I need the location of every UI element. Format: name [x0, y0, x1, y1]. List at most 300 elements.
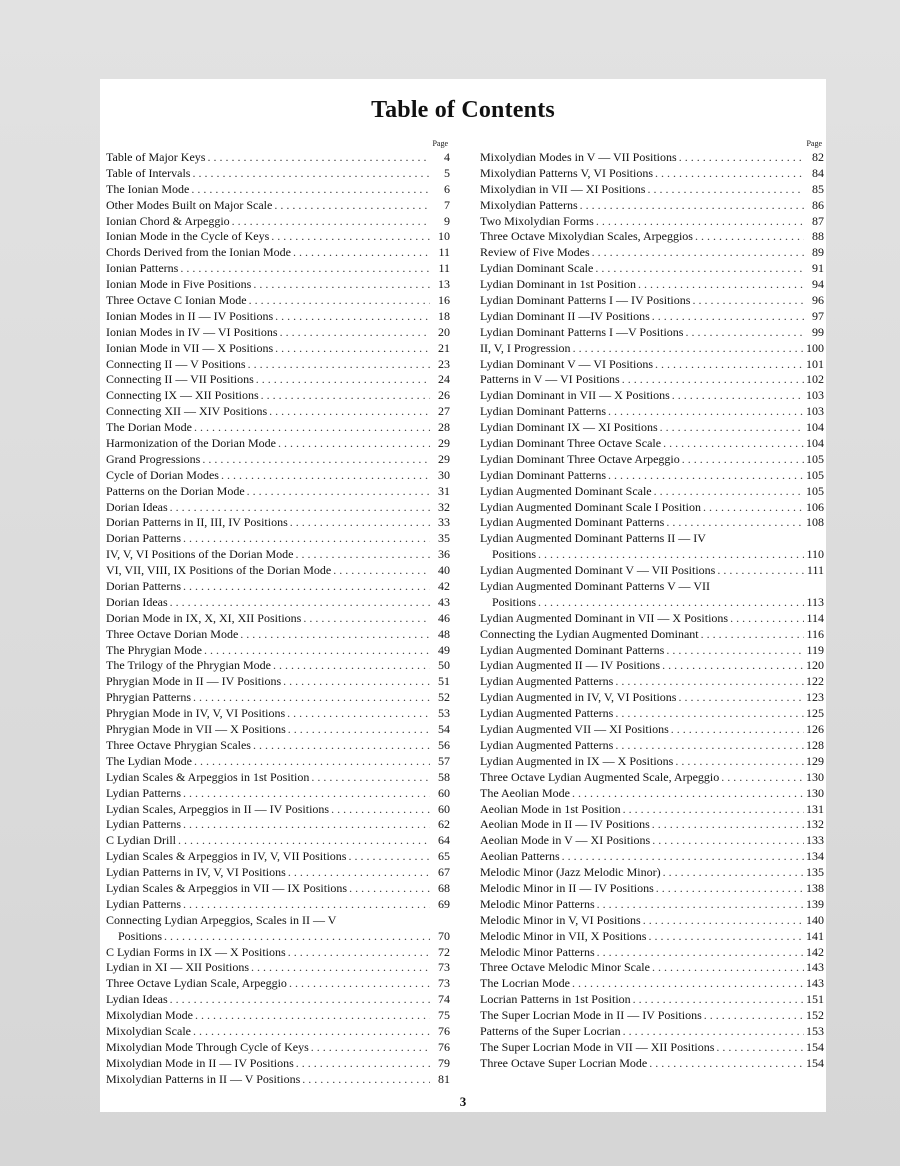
toc-entry-title: Lydian Scales, Arpeggios in II — IV Positions	[106, 801, 330, 816]
toc-entry-page: 36	[438, 547, 450, 562]
dot-leader	[303, 611, 430, 627]
dot-leader	[293, 245, 430, 261]
toc-entry-page: 67	[438, 865, 450, 880]
dot-leader	[269, 404, 430, 420]
toc-entry-title: Lydian Augmented Dominant Scale	[480, 483, 652, 498]
toc-entry-page: 49	[438, 642, 450, 657]
dot-leader	[595, 261, 804, 277]
toc-entry	[106, 468, 450, 484]
dot-leader	[622, 372, 804, 388]
toc-entry-title: Mixolydian in VII — XI Positions	[480, 181, 646, 196]
toc-entry	[106, 897, 450, 913]
toc-entry-title: Connecting IX — XII Positions	[106, 388, 259, 403]
toc-entry-page: 48	[438, 626, 450, 641]
dot-leader	[721, 770, 804, 786]
dot-leader	[278, 436, 430, 452]
toc-entry-title: Lydian Augmented Dominant Patterns V — VII	[480, 579, 710, 594]
dot-leader	[178, 833, 430, 849]
toc-entry-page: 7	[444, 197, 450, 212]
toc-entry-title: Mixolydian Patterns	[480, 197, 578, 212]
toc-entry-page: 154	[806, 1055, 824, 1070]
toc-entry	[480, 865, 824, 881]
dot-leader	[615, 706, 804, 722]
page-column-label: Page	[806, 139, 822, 148]
toc-entry-page: 94	[812, 277, 824, 292]
toc-entry-page: 105	[806, 451, 824, 466]
dot-leader	[331, 802, 430, 818]
dot-leader	[193, 1024, 430, 1040]
toc-entry	[106, 166, 450, 182]
dot-leader	[271, 229, 430, 245]
toc-entry-page: 54	[438, 722, 450, 737]
toc-entry	[480, 929, 824, 945]
toc-entry	[106, 325, 450, 341]
page-column-label: Page	[432, 139, 448, 148]
toc-entry-title: Patterns of the Super Locrian	[480, 1023, 621, 1038]
toc-entry-title: Lydian Dominant Scale	[480, 261, 594, 276]
dot-leader	[666, 643, 804, 659]
toc-entry	[106, 579, 450, 595]
toc-entry-page: 141	[806, 928, 824, 943]
toc-entry	[106, 913, 450, 929]
toc-entry-page: 60	[438, 785, 450, 800]
toc-entry	[106, 245, 450, 261]
dot-leader	[704, 1008, 804, 1024]
toc-entry-page: 11	[438, 261, 450, 276]
toc-entry-page: 154	[806, 1039, 824, 1054]
toc-entry	[480, 198, 824, 214]
toc-entry-page: 4	[444, 149, 450, 164]
dot-leader	[280, 325, 430, 341]
toc-entry-title: Lydian Augmented Dominant in VII — X Positions	[480, 610, 729, 625]
toc-entry	[480, 897, 824, 913]
toc-entry-page: 51	[438, 674, 450, 689]
toc-entry-page: 73	[438, 960, 450, 975]
toc-entry	[106, 547, 450, 563]
toc-entry-page: 6	[444, 181, 450, 196]
toc-entry-title: Dorian Mode in IX, X, XI, XII Positions	[106, 610, 302, 625]
toc-entry-page: 84	[812, 165, 824, 180]
toc-entry-title: Mixolydian Mode Through Cycle of Keys	[106, 1039, 309, 1054]
dot-leader	[194, 420, 430, 436]
dot-leader	[170, 992, 430, 1008]
toc-entry	[480, 436, 824, 452]
toc-entry	[480, 468, 824, 484]
toc-entry-page: 30	[438, 467, 450, 482]
dot-leader	[633, 992, 804, 1008]
toc-entry	[480, 357, 824, 373]
toc-entry-page: 57	[438, 753, 450, 768]
dot-leader	[349, 881, 430, 897]
toc-entry-page: 87	[812, 213, 824, 228]
dot-leader	[580, 198, 804, 214]
toc-entry-title: Aeolian Mode in V — XI Positions	[480, 833, 651, 848]
dot-leader	[678, 690, 804, 706]
toc-entry	[480, 913, 824, 929]
toc-entry	[480, 722, 824, 738]
toc-entry-title: Lydian Augmented Dominant Patterns II — IV	[480, 531, 706, 546]
toc-entry-title: Connecting Lydian Arpeggios, Scales in II — V	[106, 912, 337, 927]
toc-entry-page: 143	[806, 976, 824, 991]
toc-entry-continuation	[480, 547, 824, 563]
toc-entry	[480, 817, 824, 833]
toc-list-left	[106, 150, 450, 1088]
toc-entry	[106, 198, 450, 214]
toc-entry-page: 26	[438, 388, 450, 403]
toc-entry	[480, 770, 824, 786]
toc-entry	[106, 341, 450, 357]
toc-entry-page: 50	[438, 658, 450, 673]
dot-leader	[348, 849, 430, 865]
toc-entry-title: The Aeolian Mode	[480, 785, 570, 800]
toc-entry-title: The Super Locrian Mode in II — IV Positions	[480, 1008, 702, 1023]
toc-entry	[480, 452, 824, 468]
toc-entry-title: Melodic Minor (Jazz Melodic Minor)	[480, 865, 661, 880]
toc-entry-page: 120	[806, 658, 824, 673]
dot-leader	[608, 404, 804, 420]
dot-leader	[647, 182, 804, 198]
toc-entry	[480, 786, 824, 802]
dot-leader	[652, 960, 804, 976]
toc-entry	[106, 849, 450, 865]
toc-entry-page: 28	[438, 420, 450, 435]
toc-entry-title: Phrygian Mode in II — IV Positions	[106, 674, 282, 689]
dot-leader	[289, 976, 430, 992]
dot-leader	[194, 754, 430, 770]
toc-entry-title: Lydian Augmented in IV, V, VI Positions	[480, 690, 677, 705]
toc-entry-page: 126	[806, 722, 824, 737]
dot-leader	[204, 643, 430, 659]
toc-entry	[480, 611, 824, 627]
page-number: 3	[459, 1094, 467, 1109]
dot-leader	[538, 547, 804, 563]
toc-entry-page: 33	[438, 515, 450, 530]
toc-entry-title: Mixolydian Patterns in II — V Positions	[106, 1071, 301, 1086]
toc-entry-page: 56	[438, 737, 450, 752]
toc-entry-page: 103	[806, 388, 824, 403]
toc-entry-title: Three Octave Dorian Mode	[106, 626, 239, 641]
toc-entry-title: Lydian in XI — XII Positions	[106, 960, 249, 975]
dot-leader	[671, 722, 804, 738]
dot-leader	[249, 293, 430, 309]
toc-entry	[480, 1024, 824, 1040]
toc-entry	[480, 659, 824, 675]
toc-entry-title: Lydian Scales & Arpeggios in 1st Position	[106, 769, 310, 784]
dot-leader	[717, 563, 804, 579]
dot-leader	[253, 738, 430, 754]
toc-entry	[106, 1008, 450, 1024]
toc-entry	[106, 690, 450, 706]
dot-leader	[716, 1040, 804, 1056]
toc-entry-page: 9	[444, 213, 450, 228]
toc-entry-title: Dorian Patterns	[106, 579, 181, 594]
dot-leader	[195, 1008, 430, 1024]
dot-leader	[597, 897, 804, 913]
toc-entry-page: 11	[438, 245, 450, 260]
toc-entry-title: Phrygian Mode in IV, V, VI Positions	[106, 706, 286, 721]
toc-entry-title: Melodic Minor Patterns	[480, 896, 595, 911]
toc-entry-page: 52	[438, 690, 450, 705]
toc-entry-page: 99	[812, 324, 824, 339]
toc-entry	[480, 420, 824, 436]
toc-entry	[106, 833, 450, 849]
toc-entry-title-continued: Positions	[492, 594, 537, 609]
toc-entry-title: Phrygian Patterns	[106, 690, 191, 705]
dot-leader	[288, 945, 430, 961]
toc-entry-title: Lydian Patterns in IV, V, VI Positions	[106, 865, 286, 880]
toc-entry	[480, 563, 824, 579]
toc-entry	[106, 786, 450, 802]
toc-entry	[480, 309, 824, 325]
document-page	[100, 79, 826, 1112]
toc-entry-title: Melodic Minor in VII, X Positions	[480, 928, 647, 943]
dot-leader	[701, 627, 804, 643]
toc-entry-title: Ionian Mode in Five Positions	[106, 277, 252, 292]
toc-entry-page: 91	[812, 261, 824, 276]
toc-entry-page: 68	[438, 880, 450, 895]
toc-entry-title: Lydian Patterns	[106, 785, 181, 800]
toc-entry-title: Cycle of Dorian Modes	[106, 467, 219, 482]
toc-entry-page: 86	[812, 197, 824, 212]
toc-entry-title: The Locrian Mode	[480, 976, 570, 991]
dot-leader	[662, 658, 804, 674]
toc-entry	[480, 802, 824, 818]
dot-leader	[572, 976, 804, 992]
dot-leader	[183, 786, 430, 802]
dot-leader	[572, 786, 804, 802]
dot-leader	[596, 214, 804, 230]
dot-leader	[202, 452, 430, 468]
toc-entry	[106, 659, 450, 675]
toc-entry-page: 64	[438, 833, 450, 848]
toc-entry-title: Two Mixolydian Forms	[480, 213, 594, 228]
toc-entry-page: 142	[806, 944, 824, 959]
toc-entry-page: 108	[806, 515, 824, 530]
dot-leader	[311, 1040, 430, 1056]
toc-entry-title: Ionian Mode in the Cycle of Keys	[106, 229, 270, 244]
toc-entry-title: Lydian Augmented Patterns	[480, 737, 614, 752]
toc-entry-page: 43	[438, 594, 450, 609]
toc-entry	[106, 214, 450, 230]
toc-entry-page: 5	[444, 165, 450, 180]
dot-leader	[253, 277, 430, 293]
dot-leader	[672, 388, 804, 404]
toc-entry-title: C Lydian Forms in IX — X Positions	[106, 944, 286, 959]
toc-entry-title: IV, V, VI Positions of the Dorian Mode	[106, 547, 294, 562]
toc-entry-page: 102	[806, 372, 824, 387]
toc-entry	[106, 531, 450, 547]
toc-entry-page: 132	[806, 817, 824, 832]
toc-entry-title: Mixolydian Patterns V, VI Positions	[480, 165, 654, 180]
toc-entry	[106, 261, 450, 277]
toc-entry-title: Dorian Patterns	[106, 531, 181, 546]
toc-entry-page: 24	[438, 372, 450, 387]
toc-entry-title: The Super Locrian Mode in VII — XII Positions	[480, 1039, 715, 1054]
toc-entry-title: Lydian Augmented VII — XI Positions	[480, 722, 669, 737]
toc-entry-title: Lydian Augmented Dominant Patterns	[480, 515, 665, 530]
toc-entry-title: Dorian Ideas	[106, 594, 168, 609]
toc-entry-page: 135	[806, 865, 824, 880]
toc-entry-title: Review of Five Modes	[480, 245, 590, 260]
dot-leader	[247, 484, 430, 500]
toc-entry-continuation	[106, 929, 450, 945]
toc-entry	[106, 500, 450, 516]
toc-entry	[480, 261, 824, 277]
toc-entry-page: 10	[438, 229, 450, 244]
toc-entry	[106, 150, 450, 166]
dot-leader	[660, 420, 804, 436]
toc-entry-page: 53	[438, 706, 450, 721]
toc-entry	[480, 277, 824, 293]
dot-leader	[221, 468, 430, 484]
toc-entry-title: Ionian Modes in IV — VI Positions	[106, 324, 278, 339]
dot-leader	[655, 357, 804, 373]
toc-entry-page: 134	[806, 849, 824, 864]
toc-entry-page: 81	[438, 1071, 450, 1086]
dot-leader	[695, 229, 804, 245]
dot-leader	[311, 770, 430, 786]
toc-entry-page: 153	[806, 1023, 824, 1038]
toc-entry	[106, 738, 450, 754]
toc-entry-page: 72	[438, 944, 450, 959]
toc-entry-page: 16	[438, 293, 450, 307]
toc-entry-title: Three Octave C Ionian Mode	[106, 293, 247, 307]
toc-entry-title: The Trilogy of the Phrygian Mode	[106, 658, 271, 673]
toc-entry-title: Other Modes Built on Major Scale	[106, 197, 273, 212]
toc-entry-page: 123	[806, 690, 824, 705]
toc-entry	[106, 293, 450, 309]
toc-entry	[106, 643, 450, 659]
page-title: Table of Contents	[371, 97, 555, 123]
toc-entry	[480, 388, 824, 404]
toc-entry	[106, 817, 450, 833]
toc-entry	[106, 229, 450, 245]
toc-entry	[480, 214, 824, 230]
dot-leader	[273, 658, 430, 674]
toc-entry-page: 97	[812, 308, 824, 323]
dot-leader	[652, 309, 804, 325]
toc-entry-page: 62	[438, 817, 450, 832]
toc-entry-title-continued: Positions	[492, 547, 537, 562]
toc-entry-title: Connecting II — VII Positions	[106, 372, 254, 387]
toc-entry-page: 23	[438, 356, 450, 371]
toc-entry-title: Lydian Patterns	[106, 817, 181, 832]
toc-entry-page: 82	[812, 149, 824, 164]
toc-entry	[106, 436, 450, 452]
dot-leader	[288, 722, 430, 738]
dot-leader	[703, 500, 804, 516]
dot-leader	[592, 245, 804, 261]
toc-entry	[480, 531, 824, 547]
toc-entry	[106, 706, 450, 722]
toc-entry-page: 20	[438, 324, 450, 339]
toc-entry	[106, 484, 450, 500]
toc-entry	[480, 515, 824, 531]
toc-entry-page: 114	[806, 610, 824, 625]
toc-entry-page: 74	[438, 992, 450, 1007]
toc-entry-title: Lydian Dominant in 1st Position	[480, 277, 637, 292]
dot-leader	[623, 1024, 804, 1040]
toc-entry-title: Lydian Augmented in IX — X Positions	[480, 753, 674, 768]
toc-entry	[480, 293, 824, 309]
toc-entry-title: Lydian Dominant Three Octave Scale	[480, 436, 662, 451]
toc-entry-page: 151	[806, 992, 824, 1007]
toc-entry-title: The Dorian Mode	[106, 420, 192, 435]
toc-entry-title: Connecting II — V Positions	[106, 356, 246, 371]
toc-entry	[106, 802, 450, 818]
toc-entry-title: Mixolydian Scale	[106, 1023, 191, 1038]
toc-entry-page: 31	[438, 483, 450, 498]
toc-entry-page: 58	[438, 769, 450, 784]
dot-leader	[655, 166, 804, 182]
dot-leader	[288, 865, 430, 881]
toc-entry	[106, 388, 450, 404]
dot-leader	[302, 1072, 430, 1088]
toc-entry	[106, 992, 450, 1008]
toc-entry-title: Three Octave Melodic Minor Scale	[480, 960, 650, 975]
toc-entry-continuation	[480, 595, 824, 611]
toc-entry-page: 96	[812, 293, 824, 307]
toc-entry-title: Patterns in V — VI Positions	[480, 372, 620, 387]
toc-entry	[480, 1056, 824, 1072]
toc-entry	[106, 595, 450, 611]
toc-entry	[480, 849, 824, 865]
toc-entry	[106, 420, 450, 436]
dot-leader	[666, 515, 804, 531]
toc-entry-title: Lydian Dominant II —IV Positions	[480, 308, 650, 323]
toc-entry-page: 130	[806, 769, 824, 784]
dot-leader	[597, 945, 804, 961]
toc-column-left	[106, 138, 450, 1088]
dot-leader	[287, 706, 430, 722]
toc-entry-title: Phrygian Mode in VII — X Positions	[106, 722, 286, 737]
dot-leader	[193, 690, 430, 706]
toc-entry-title: Ionian Modes in II — IV Positions	[106, 308, 274, 323]
toc-entry-title: Lydian Patterns	[106, 896, 181, 911]
toc-entry	[480, 166, 824, 182]
toc-entry-page: 76	[438, 1023, 450, 1038]
toc-column-right	[480, 138, 824, 1072]
toc-entry-page: 29	[438, 436, 450, 451]
dot-leader	[333, 563, 430, 579]
dot-leader	[663, 865, 804, 881]
dot-leader	[170, 500, 430, 516]
toc-entry-title: Mixolydian Mode in II — IV Positions	[106, 1055, 294, 1070]
toc-entry-page: 89	[812, 245, 824, 260]
toc-entry-page: 143	[806, 960, 824, 975]
toc-entry-page: 111	[806, 563, 824, 578]
toc-entry	[480, 627, 824, 643]
toc-entry	[106, 865, 450, 881]
toc-entry	[106, 945, 450, 961]
toc-list-right	[480, 150, 824, 1072]
toc-entry	[480, 404, 824, 420]
toc-entry-title: Mixolydian Mode	[106, 1008, 193, 1023]
toc-entry-page: 125	[806, 706, 824, 721]
toc-entry-page: 65	[438, 849, 450, 864]
toc-entry-title: Table of Intervals	[106, 165, 191, 180]
toc-entry	[106, 277, 450, 293]
dot-leader	[170, 595, 430, 611]
toc-entry-title: Lydian Ideas	[106, 992, 168, 1007]
toc-entry-page: 40	[438, 563, 450, 578]
toc-entry-title: The Ionian Mode	[106, 181, 190, 196]
toc-entry-page: 60	[438, 801, 450, 816]
dot-leader	[183, 531, 430, 547]
dot-leader	[251, 960, 430, 976]
toc-entry-title: Lydian Augmented Dominant Patterns	[480, 642, 665, 657]
dot-leader	[290, 515, 430, 531]
